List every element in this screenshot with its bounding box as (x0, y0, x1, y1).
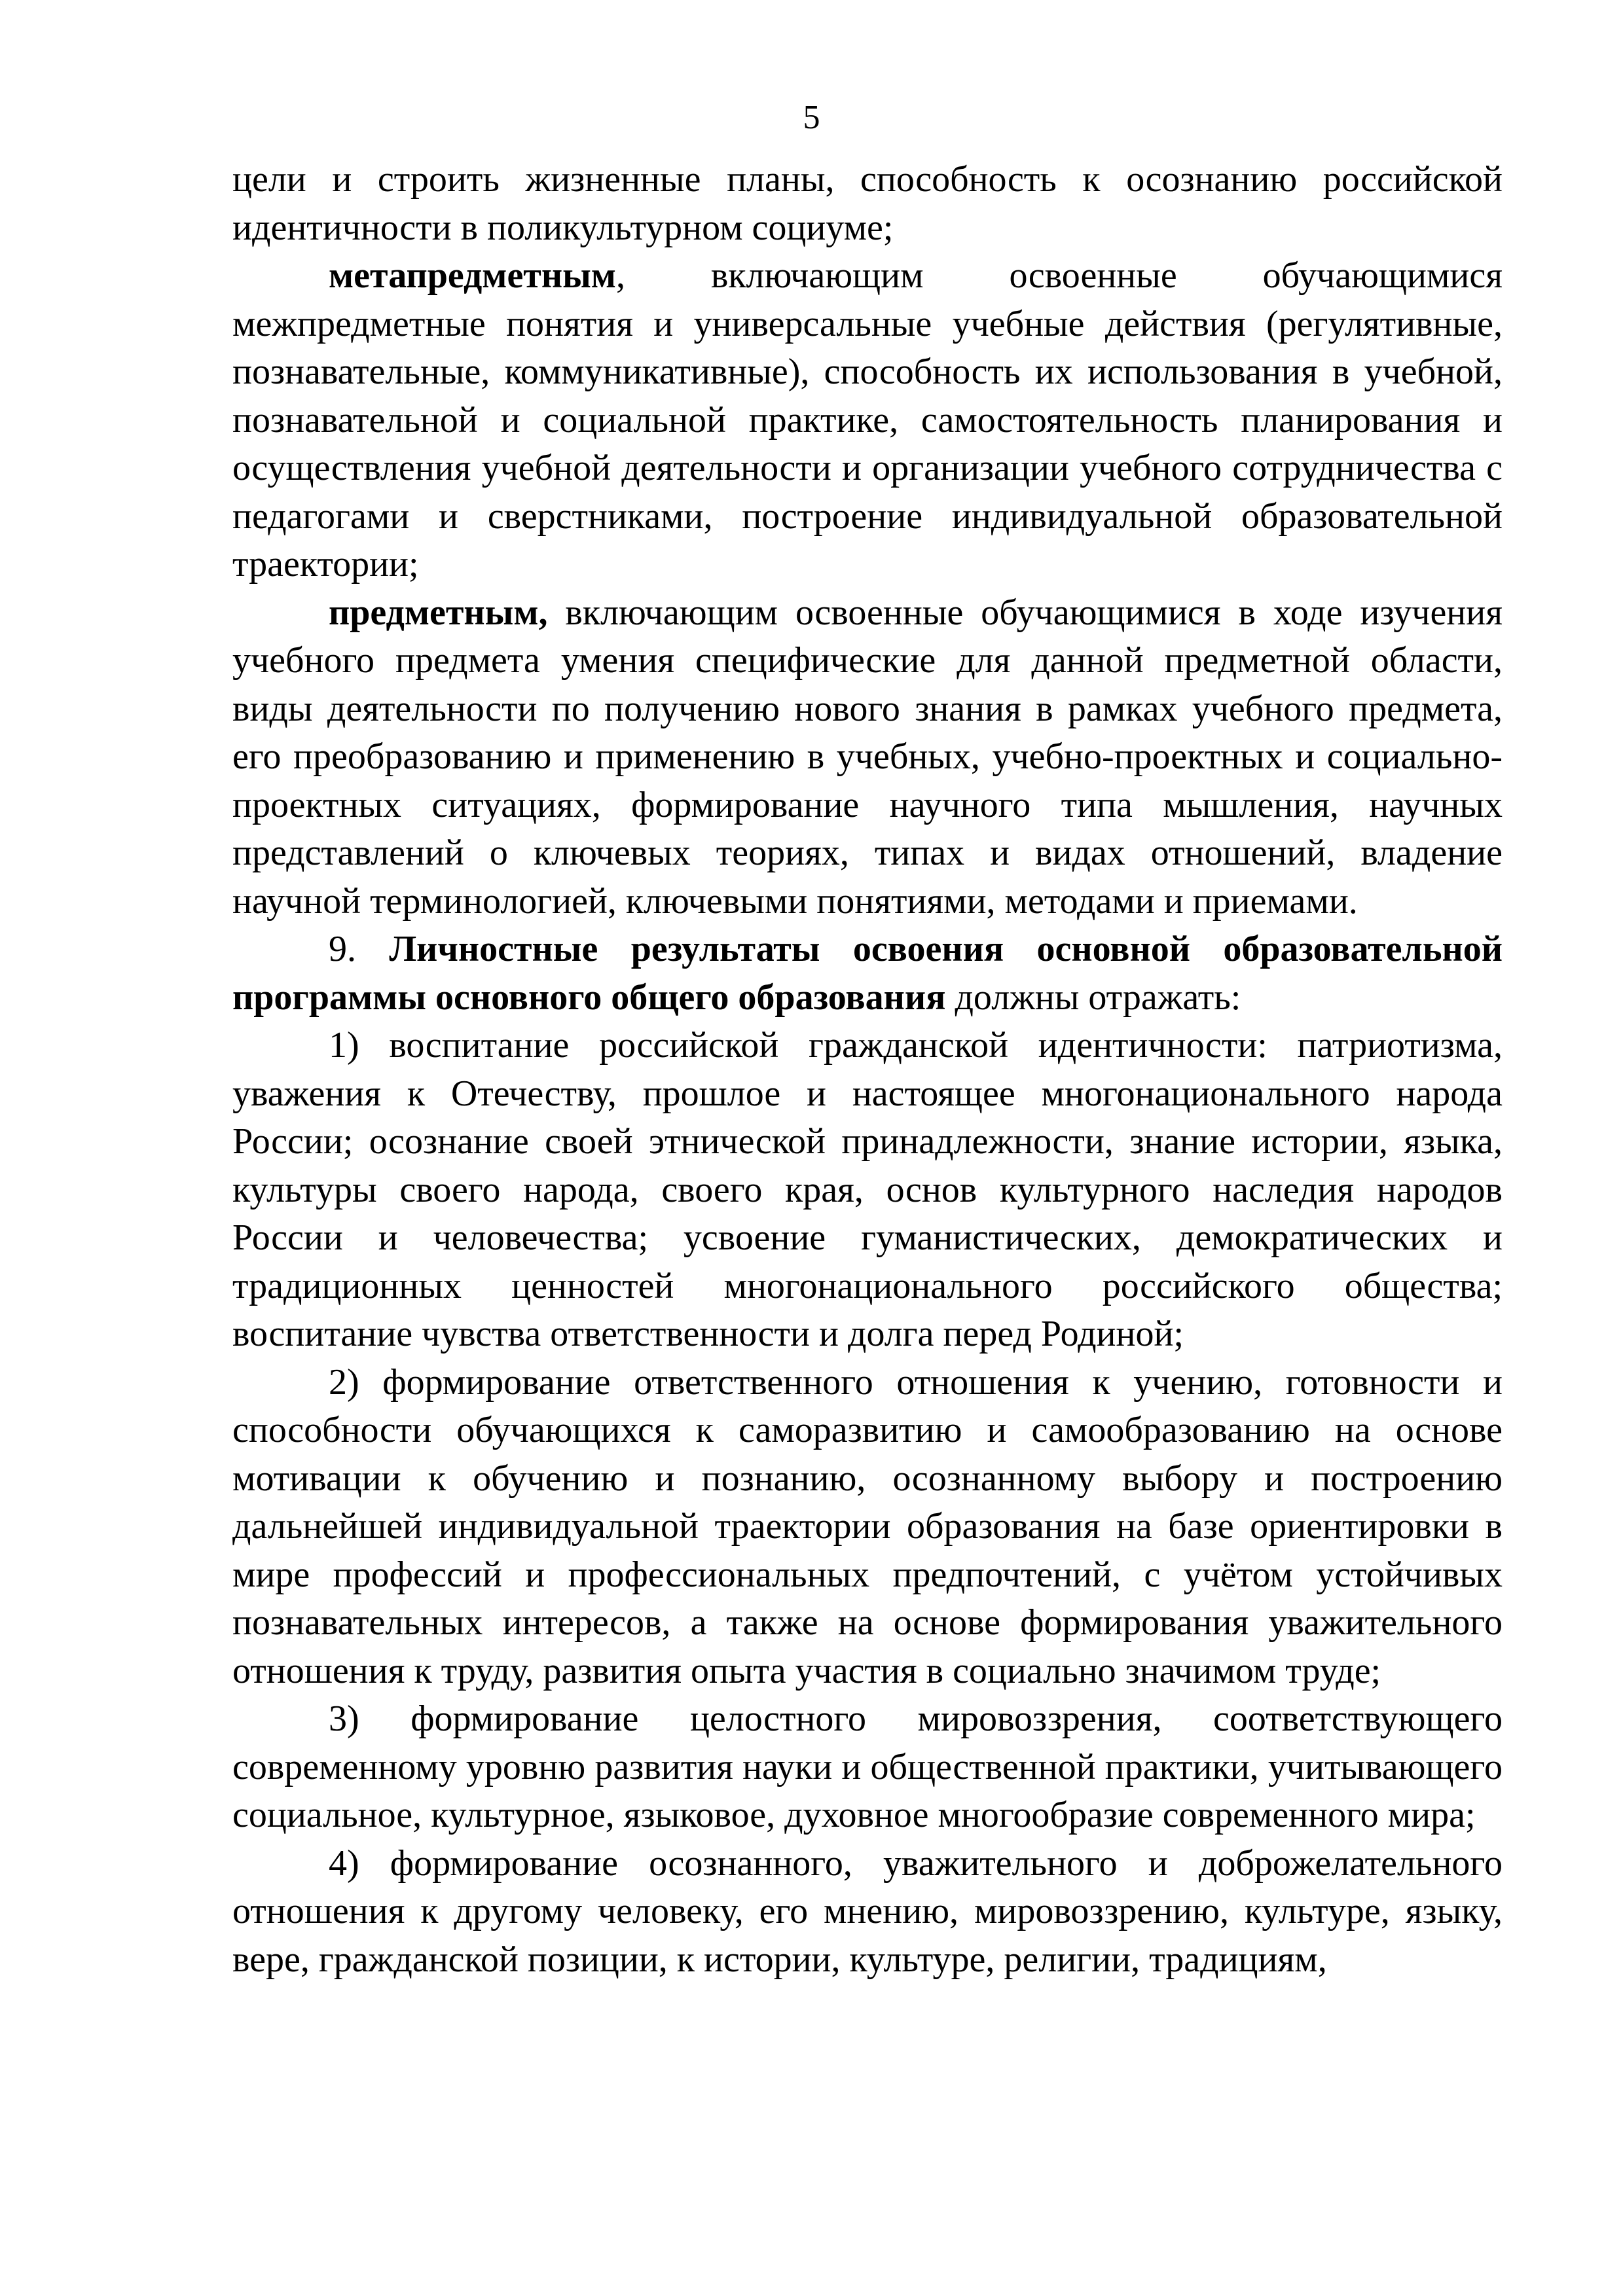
list-item-3 (232, 1695, 1503, 1840)
list-item-1 (232, 1022, 1503, 1359)
list-item-4 (232, 1840, 1503, 1984)
list-item-2 (232, 1359, 1503, 1696)
document-body (232, 156, 1503, 1984)
term-metasubject: метапредметным (329, 255, 616, 296)
paragraph-text: 4) формирование осознанного, уважительного и доброжелательного отношения к другому человеку, его мнению, мировоззрению, культуре, языку, вере, гражданской позиции, к истории, культуре, религии, традициям, (232, 1842, 1503, 1980)
paragraph-text: 3) формирование целостного мировоззрения, соответствующего современному уровню развития науки и общественной практики, учитывающего социальное, культурное, языковое, духовное многообразие современного мира; (232, 1698, 1503, 1835)
section-number: 9. (329, 929, 390, 969)
paragraph-text: включающим освоенные обучающимися в ходе изучения учебного предмета умения специфические для данной предметной области, виды деятельности по получению нового знания в рамках учебного предмета, его преобразованию и применению в учебных, учебно-проектных и социально-проектных ситуациях, формирование научного типа мышления, научных представлений о ключевых теориях, типах и видах отношений, владение научной терминологией, ключевыми понятиями, методами и приемами. (232, 592, 1503, 922)
paragraph-text: цели и строить жизненные планы, способность к осознанию российской идентичности в поликультурном социуме; (232, 159, 1503, 248)
paragraph-text: 2) формирование ответственного отношения к учению, готовности и способности обучающихся к саморазвитию и самообразованию на основе мотивации к обучению и познанию, осознанному выбору и построению дальнейшей индивидуальной траектории образования на базе ориентировки в мире профессий и профессиональных предпочтений, с учётом устойчивых познавательных интересов, а также на основе формирования уважительного отношения к труду, развития опыта участия в социально значимом труде; (232, 1361, 1503, 1691)
page-number: 5 (803, 99, 820, 136)
paragraph-text: 1) воспитание российской гражданской идентичности: патриотизма, уважения к Отечеству, прошлое и настоящее многонационального народа России; осознание своей этнической принадлежности, знание истории, языка, культуры своего народа, своего края, основ культурного наследия народов России и человечества; усвоение гуманистических, демократических и традиционных ценностей многонационального российского общества; воспитание чувства ответственности и долга перед Родиной; (232, 1025, 1503, 1354)
term-subject: предметным, (329, 592, 548, 633)
paragraph-text: , включающим освоенные обучающимися межпредметные понятия и универсальные учебные действия (регулятивные, познавательные, коммуникативные), способность их использования в учебной, познавательной и социальной практике, самостоятельность планирования и осуществления учебной деятельности и организации учебного сотрудничества с педагогами и сверстниками, построение индивидуальной образовательной траектории; (232, 255, 1503, 584)
section-heading: Личностные результаты освоения основной образовательной программы основного общего образования (232, 929, 1503, 1018)
paragraph-section-9 (232, 925, 1503, 1022)
paragraph-subject (232, 589, 1503, 926)
paragraph-metasubject (232, 252, 1503, 589)
paragraph-text: должны отражать: (945, 977, 1241, 1018)
paragraph-continuation (232, 156, 1503, 252)
